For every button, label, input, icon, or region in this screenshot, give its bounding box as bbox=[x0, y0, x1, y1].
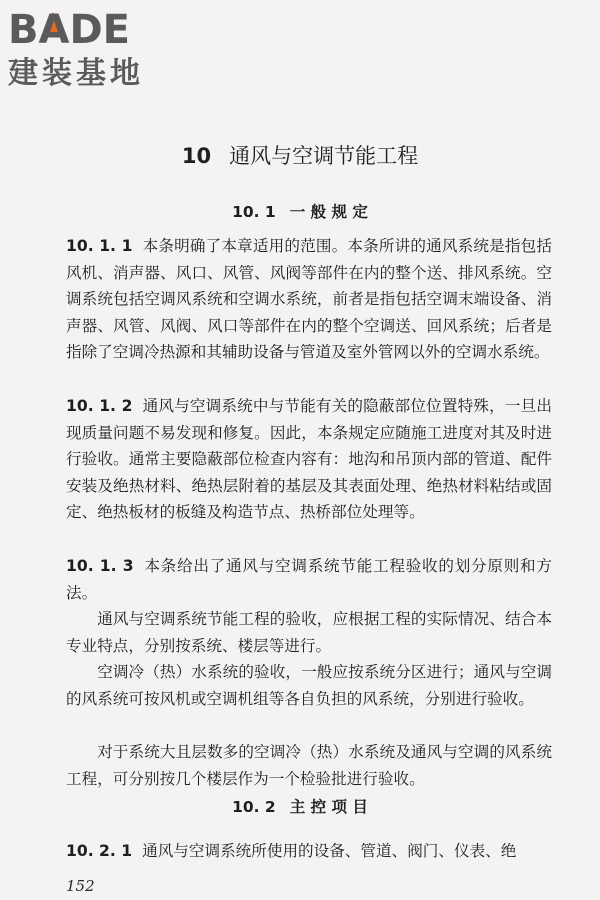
logo-subtitle: 建装基地 bbox=[8, 56, 144, 91]
section-heading-10-2 bbox=[0, 796, 600, 818]
bade-logo bbox=[8, 6, 178, 96]
clause-number: 10. 1. 3 bbox=[66, 557, 134, 575]
clause-10-1-3 bbox=[66, 553, 552, 606]
logo-wordmark bbox=[8, 6, 130, 54]
clause-number: 10. 1. 2 bbox=[66, 397, 133, 415]
clause-text: 通风与空调系统中与节能有关的隐蔽部位位置特殊，一旦出现质量问题不易发现和修复。因此，本条规定应随施工进度对其及时进行验收。通常主要隐蔽部位检查内容有：地沟和吊顶内部的管道、配件安装及绝热材料、绝热层附着的基层及其表面处理、绝热材料粘结或固定、绝热板材的板缝及构造节点、热桥部位处理等。 bbox=[66, 397, 552, 522]
clause-10-1-2 bbox=[66, 393, 552, 526]
chapter-title-text: 通风与空调节能工程 bbox=[229, 144, 419, 168]
section-number: 10. 1 bbox=[232, 203, 276, 221]
section-number: 10. 2 bbox=[232, 798, 276, 816]
logo-letter-b: B bbox=[8, 7, 39, 53]
body-paragraph: 空调冷（热）水系统的验收，一般应按系统分区进行；通风与空调的风系统可按风机或空调机组等各自负担的风系统，分别进行验收。 bbox=[66, 663, 552, 708]
clause-10-2-1 bbox=[66, 838, 552, 865]
section-heading-10-1 bbox=[0, 201, 600, 223]
clause-text: 通风与空调系统所使用的设备、管道、阀门、仪表、绝 bbox=[142, 842, 517, 860]
chapter-number: 10 bbox=[181, 144, 212, 168]
chapter-title bbox=[0, 141, 600, 171]
clause-number: 10. 2. 1 bbox=[66, 842, 133, 860]
body-paragraph: 通风与空调系统节能工程的验收，应根据工程的实际情况、结合本专业特点，分别按系统、楼层等进行。 bbox=[66, 610, 552, 655]
section-title-text: 一 般 规 定 bbox=[289, 203, 368, 221]
section-title-text: 主 控 项 目 bbox=[289, 798, 368, 816]
clause-text: 本条给出了通风与空调系统节能工程验收的划分原则和方法。 bbox=[66, 557, 552, 602]
clause-number: 10. 1. 1 bbox=[66, 237, 133, 255]
logo-letters-de: DE bbox=[69, 7, 130, 53]
page-number: 152 bbox=[66, 877, 95, 895]
logo-letter-a: A bbox=[38, 7, 70, 53]
clause-10-1-1 bbox=[66, 233, 552, 366]
clause-text: 本条明确了本章适用的范围。本条所讲的通风系统是指包括风机、消声器、风口、风管、风阀等部件在内的整个送、排风系统。空调系统包括空调风系统和空调水系统，前者是指包括空调末端设备、消声器、风管、风阀、风口等部件在内的整个空调送、回风系统；后者是指除了空调冷热源和其辅助设备与管道及室外管网以外的空调水系统。 bbox=[66, 237, 552, 362]
body-paragraph: 对于系统大且层数多的空调冷（热）水系统及通风与空调的风系统工程，可分别按几个楼层作为一个检验批进行验收。 bbox=[66, 743, 552, 788]
